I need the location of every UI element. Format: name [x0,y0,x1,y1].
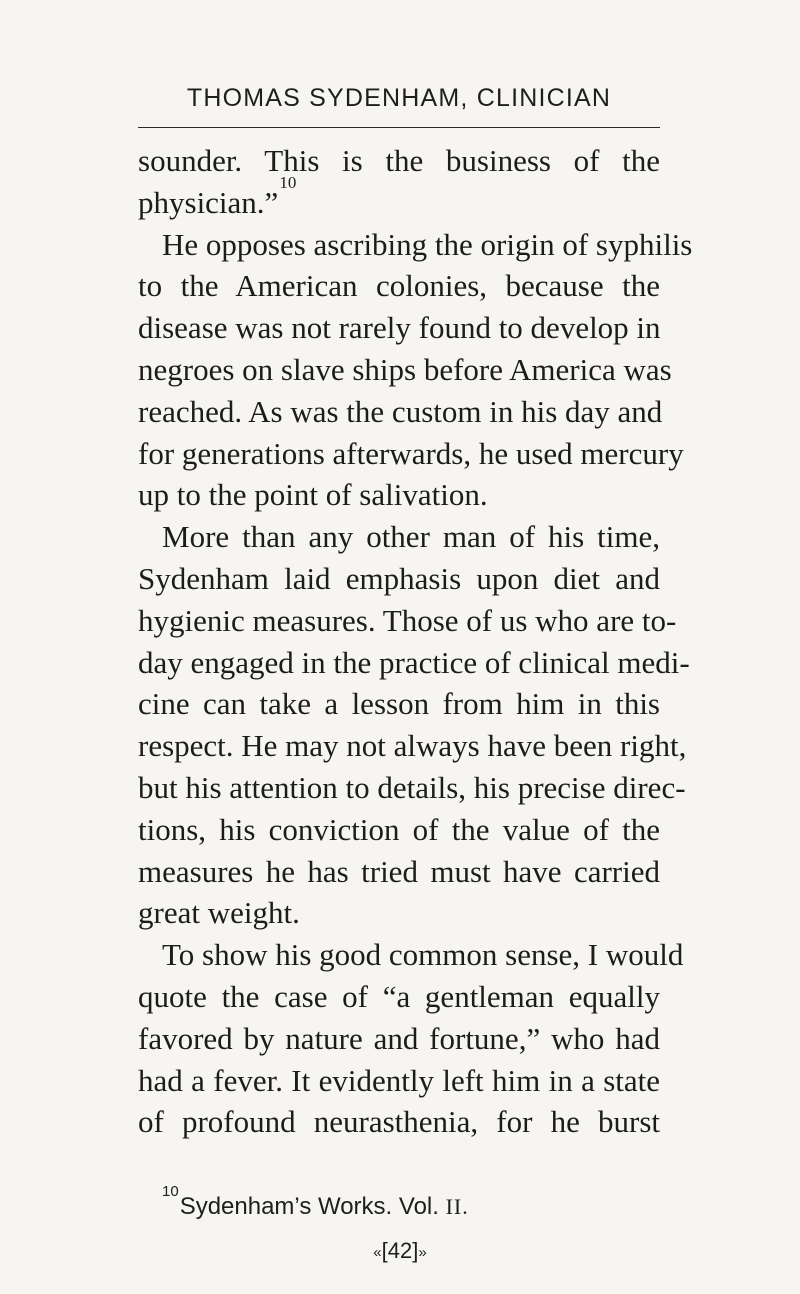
footnote-text: Sydenham’s Works. Vol. [179,1193,446,1220]
paragraph-start-line: He opposes ascribing the origin of syphilis [162,226,693,262]
text-line: Sydenham laid emphasis upon diet and [138,560,660,596]
text-line: great weight. [138,895,300,931]
page-number-text: [42] [381,1238,419,1263]
text-line: of profound neurasthenia, for he burst [138,1104,660,1140]
text-line: had a fever. It evidently left him in a state [138,1062,660,1098]
text-line-with-footnote [138,173,660,224]
text-line: negroes on slave ships before America was [138,351,672,387]
left-ornament-icon: « [373,1244,382,1261]
text-line: day engaged in the practice of clinical medi- [138,644,690,680]
footnote-volume: II. [445,1194,469,1219]
text-line: reached. As was the custom in his day and [138,393,663,429]
text-line: favored by nature and fortune,” who had [138,1020,660,1056]
footnote [162,1183,469,1221]
footnote-reference[interactable]: 10 [279,173,297,193]
paragraph-start-line: To show his good common sense, I would [162,937,684,973]
text-line: disease was not rarely found to develop in [138,310,661,346]
running-head: THOMAS SYDENHAM, CLINICIAN [186,84,612,112]
text-line: measures he has tried must have carried [138,853,660,889]
text-line: tions, his conviction of the value of the [138,811,660,847]
body-text [138,140,693,1143]
text-line: but his attention to details, his precise direc- [138,769,686,805]
text-line: for generations afterwards, he used mercury [138,435,684,471]
text-line: to the American colonies, because the [138,268,660,304]
text-line: quote the case of “a gentleman equally [138,978,660,1014]
text-line: up to the point of salivation. [138,477,488,513]
right-ornament-icon: » [418,1244,427,1261]
text-line: hygienic measures. Those of us who are to- [138,602,677,638]
paragraph-start-line: More than any other man of his time, [162,519,660,555]
page-number [0,1238,800,1264]
footnote-marker: 10 [162,1183,179,1200]
text-line: sounder. This is the business of the [138,143,660,178]
text-line: cine can take a lesson from him in this [138,686,660,722]
header-rule [138,127,660,128]
text-line: respect. He may not always have been right, [138,728,687,764]
text-line: physician.” [138,184,279,220]
